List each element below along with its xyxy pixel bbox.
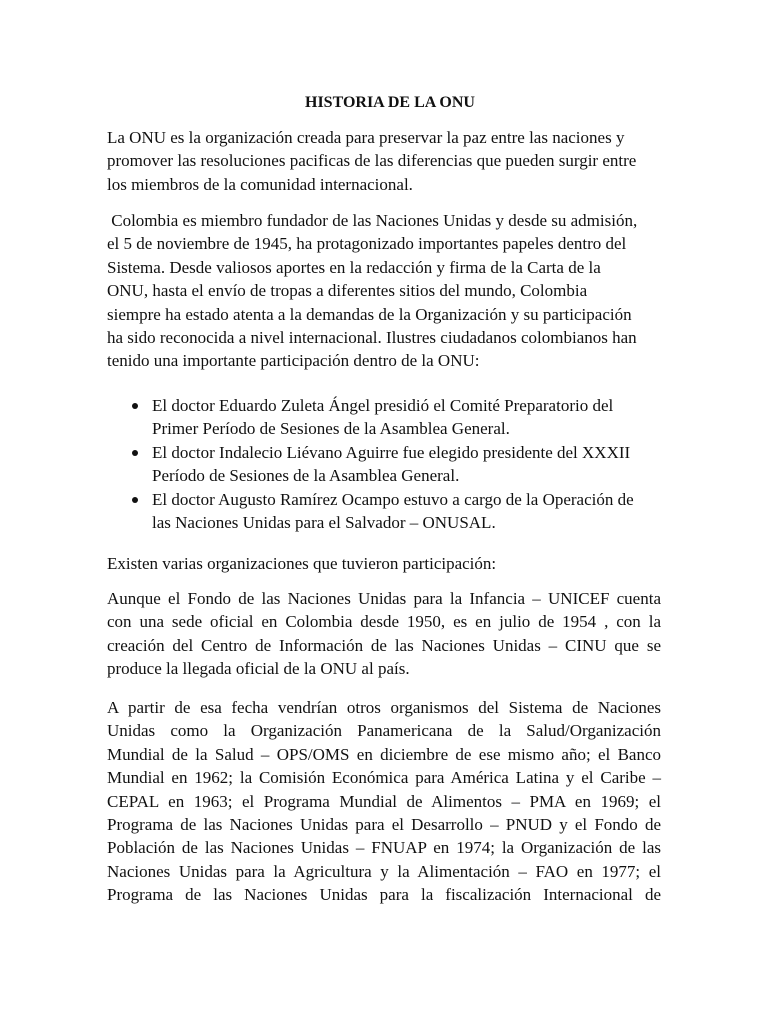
- list-item-line: El doctor Indalecio Liévano Aguirre fue elegido presidente del XXXII: [152, 442, 631, 462]
- paragraph-line: Existen varias organizaciones que tuvieron participación:: [107, 554, 497, 573]
- paragraph-line: con una sede oficial en Colombia desde 1950, es en julio de 1954 , con la: [107, 612, 661, 632]
- paragraph-organisms: [107, 696, 661, 907]
- paragraph-line: CEPAL en 1963; el Programa Mundial de Alimentos – PMA en 1969; el: [107, 791, 661, 811]
- list-item: [130, 441, 634, 488]
- paragraph-line: produce la llegada oficial de la ONU al país.: [107, 659, 410, 679]
- list-item-line: Período de Sesiones de la Asamblea General.: [152, 466, 460, 486]
- list-item-line: Primer Período de Sesiones de la Asamblea General.: [152, 419, 510, 439]
- list-item: [130, 394, 634, 441]
- paragraph-line: Programa de las Naciones Unidas para la fiscalización Internacional de: [107, 885, 661, 905]
- paragraph-line: tenido una importante participación dentro de la ONU:: [107, 351, 480, 371]
- document-title: HISTORIA DE LA ONU: [305, 94, 475, 111]
- paragraph-line: Mundial en 1962; la Comisión Económica para América Latina y el Caribe –: [107, 768, 661, 788]
- paragraph-line: Unidas como la Organización Panamericana de la Salud/Organización: [107, 721, 661, 741]
- paragraph-line: La ONU es la organización creada para preservar la paz entre las naciones y: [107, 128, 625, 147]
- paragraph-line: el 5 de noviembre de 1945, ha protagonizado importantes papeles dentro del: [107, 234, 627, 254]
- list-item-line: El doctor Eduardo Zuleta Ángel presidió el Comité Preparatorio del: [152, 396, 614, 415]
- paragraph-line: Colombia es miembro fundador de las Naciones Unidas y desde su admisión,: [107, 211, 638, 230]
- paragraph-line: siempre ha estado atenta a la demandas de la Organización y su participación: [107, 304, 632, 324]
- paragraph-intro: [107, 126, 657, 196]
- paragraph-line: Naciones Unidas para la Agricultura y la Alimentación – FAO en 1977; el: [107, 861, 661, 881]
- bullet-icon: [132, 450, 138, 456]
- paragraph-organizations: [107, 552, 657, 575]
- paragraph-line: ha sido reconocida a nivel internacional. Ilustres ciudadanos colombianos han: [107, 328, 637, 348]
- paragraph-line: creación del Centro de Información de las Naciones Unidas – CINU que se: [107, 635, 661, 655]
- paragraph-line: Sistema. Desde valiosos aportes en la redacción y firma de la Carta de la: [107, 257, 601, 277]
- paragraph-line: ONU, hasta el envío de tropas a diferentes sitios del mundo, Colombia: [107, 281, 588, 301]
- bullet-icon: [132, 403, 138, 409]
- paragraph-line: Mundial de la Salud – OPS/OMS en diciembre de ese mismo año; el Banco: [107, 744, 661, 764]
- paragraph-line: promover las resoluciones pacificas de las diferencias que pueden surgir entre: [107, 151, 637, 171]
- list-item-line: El doctor Augusto Ramírez Ocampo estuvo a cargo de la Operación de: [152, 489, 634, 509]
- bullet-list: [130, 394, 634, 534]
- paragraph-line: Población de las Naciones Unidas – FNUAP en 1974; la Organización de las: [107, 838, 661, 858]
- paragraph-line: los miembros de la comunidad internacional.: [107, 174, 413, 194]
- paragraph-colombia: [107, 209, 657, 373]
- list-item-line: las Naciones Unidas para el Salvador – ONUSAL.: [152, 513, 496, 533]
- list-item: [130, 488, 634, 535]
- paragraph-unicef: [107, 587, 661, 681]
- paragraph-line: A partir de esa fecha vendrían otros organismos del Sistema de Naciones: [107, 698, 661, 717]
- paragraph-line: Programa de las Naciones Unidas para el Desarrollo – PNUD y el Fondo de: [107, 815, 661, 835]
- bullet-icon: [132, 497, 138, 503]
- paragraph-line: Aunque el Fondo de las Naciones Unidas para la Infancia – UNICEF cuenta: [107, 589, 661, 608]
